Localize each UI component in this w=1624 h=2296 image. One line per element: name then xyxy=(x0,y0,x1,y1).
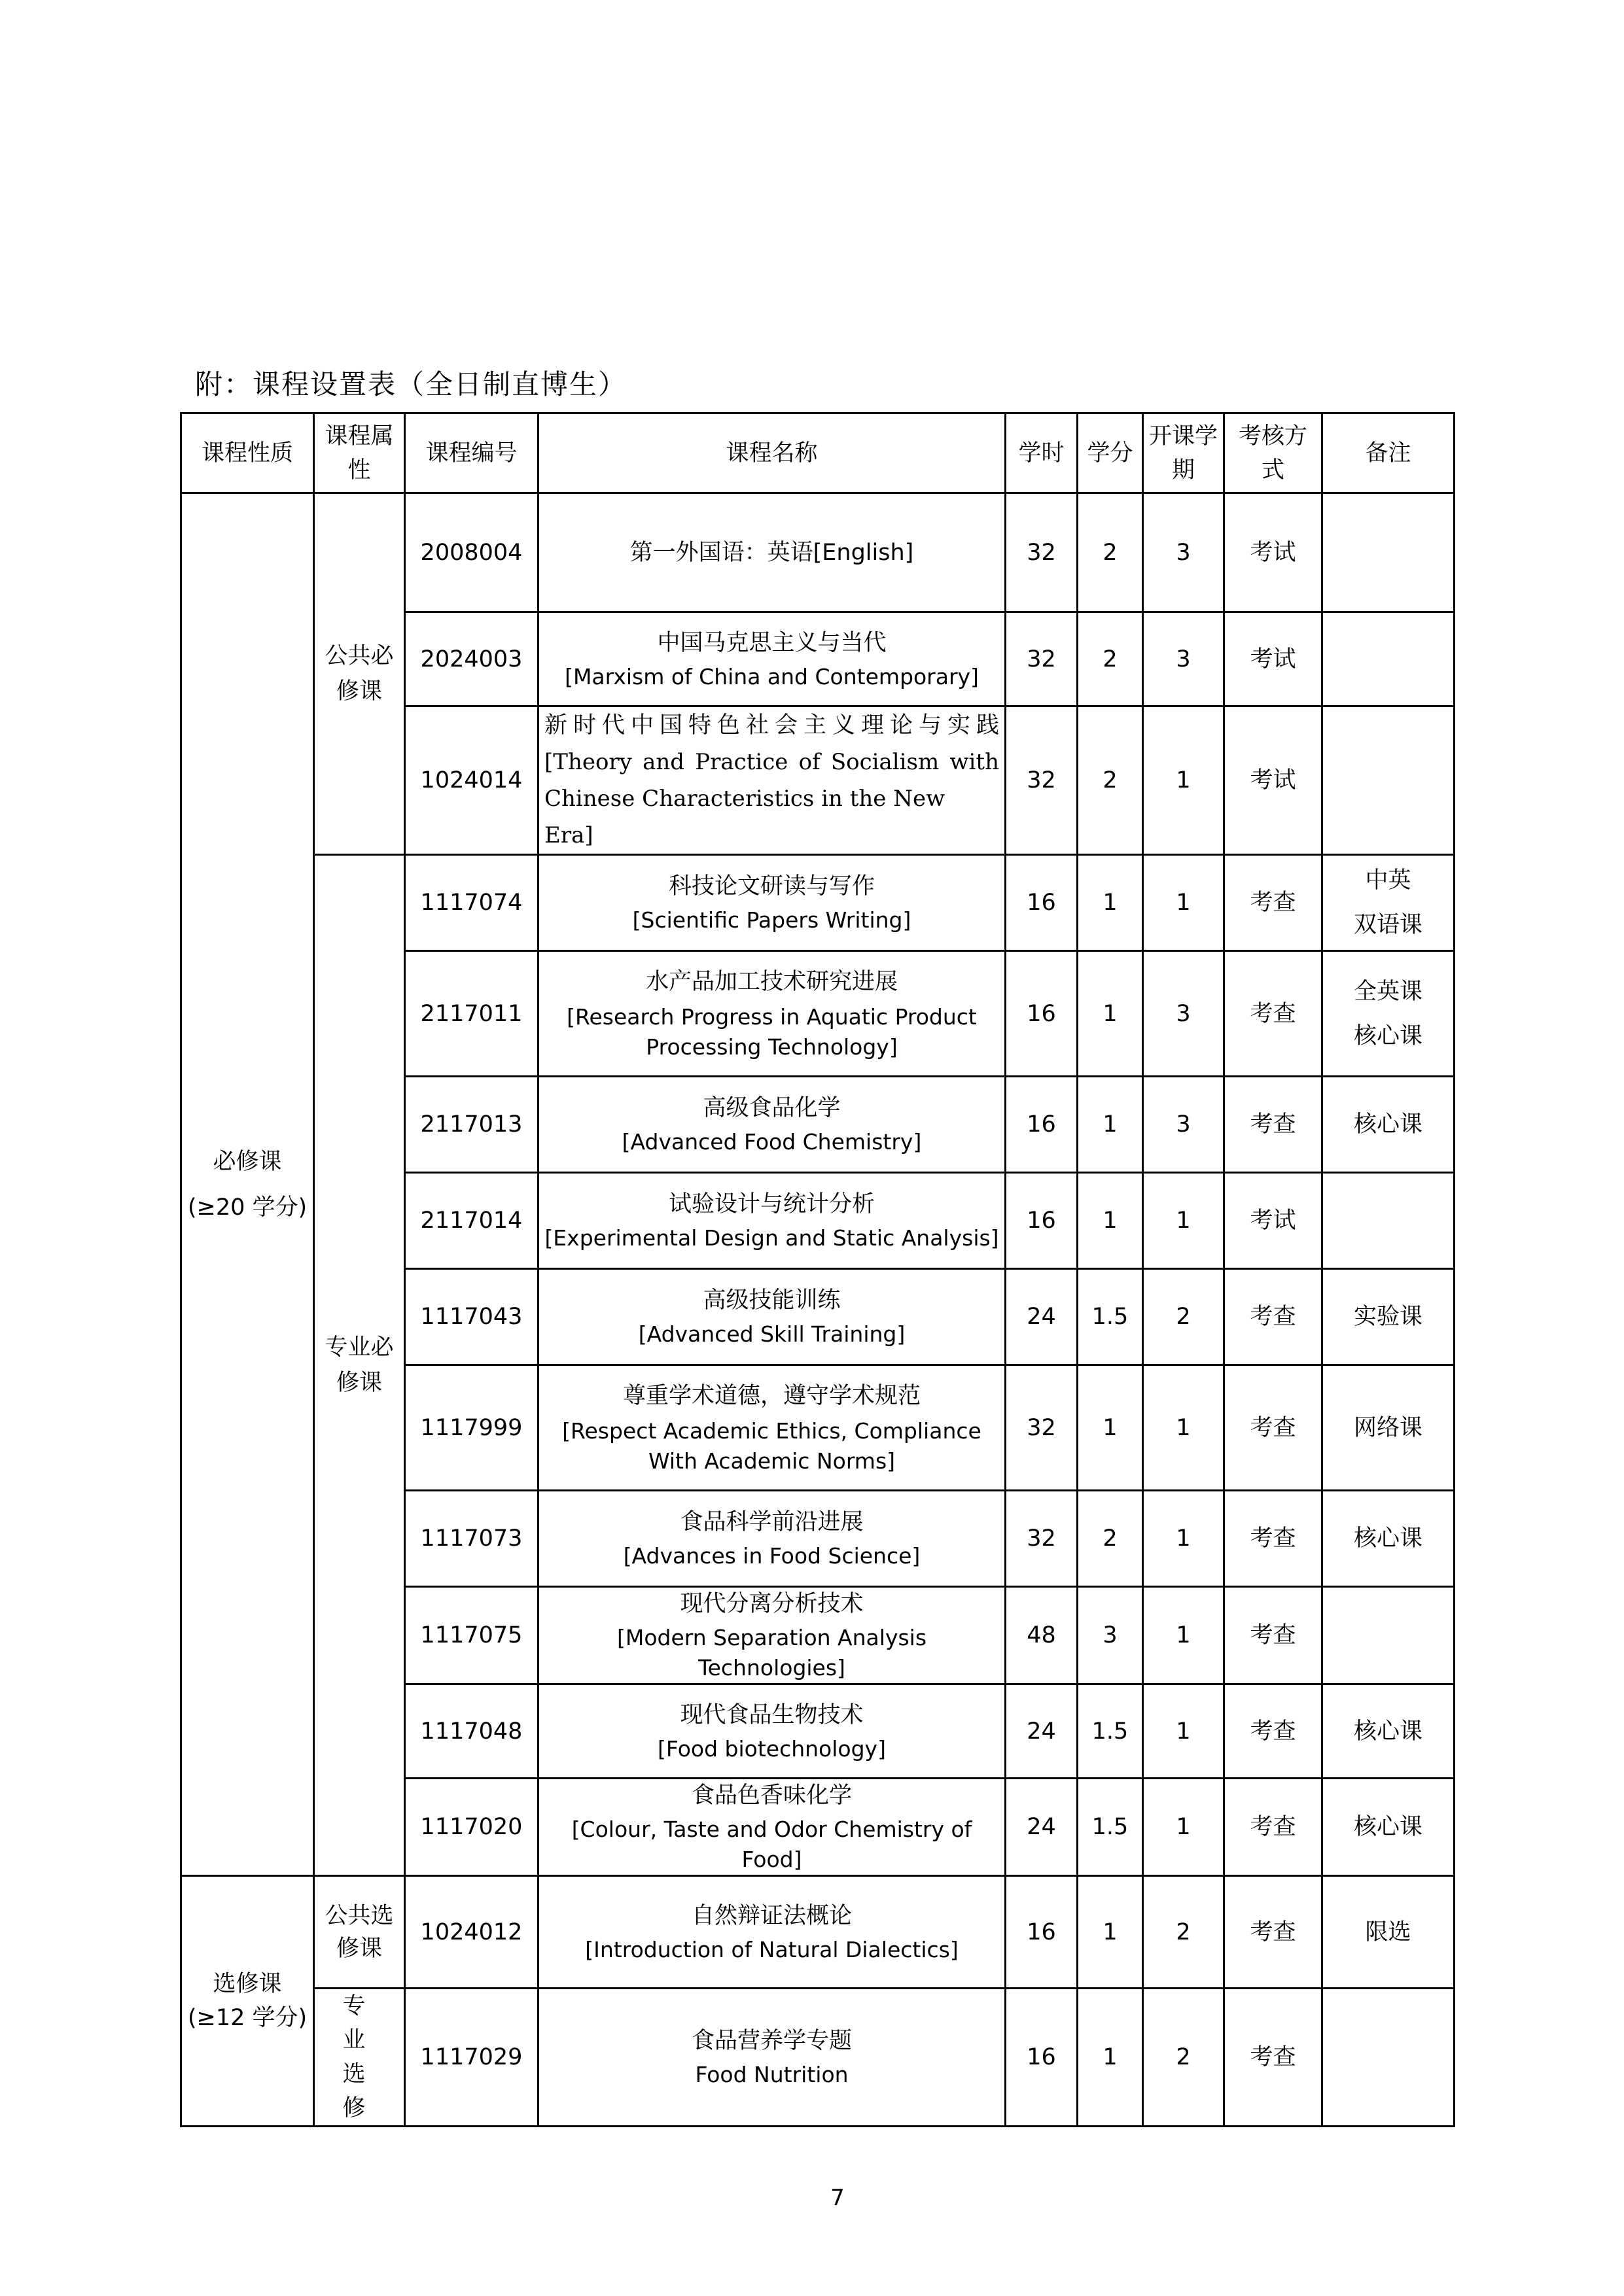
course-assessment: 考试 xyxy=(1224,493,1322,612)
course-credits: 1 xyxy=(1078,951,1143,1077)
course-remarks xyxy=(1322,706,1455,855)
course-name-cn: 水产品加工技术研究进展 xyxy=(645,968,898,995)
group-required-label: 必修课 xyxy=(213,1148,282,1175)
course-name-cn: 科技论文研读与写作 xyxy=(668,873,875,899)
course-name-cn: 食品科学前沿进展 xyxy=(680,1509,864,1535)
course-table xyxy=(180,412,1455,2127)
course-assessment: 考查 xyxy=(1224,1077,1322,1173)
course-name xyxy=(538,1173,1006,1269)
course-name-en: [Theory and Practice of Socialism with xyxy=(544,749,999,775)
header-hours: 学时 xyxy=(1006,413,1078,493)
course-assessment: 考查 xyxy=(1224,1876,1322,1989)
course-remarks xyxy=(1322,951,1455,1077)
course-code: 1024012 xyxy=(405,1876,538,1989)
course-semester: 1 xyxy=(1143,1365,1224,1491)
course-semester: 2 xyxy=(1143,1876,1224,1989)
course-name-en-2: Processing Technology] xyxy=(646,1034,898,1060)
course-assessment: 考查 xyxy=(1224,1989,1322,2127)
course-hours: 16 xyxy=(1006,951,1078,1077)
course-semester: 1 xyxy=(1143,1587,1224,1684)
course-assessment: 考试 xyxy=(1224,706,1322,855)
course-credits: 2 xyxy=(1078,1491,1143,1587)
course-code: 1117999 xyxy=(405,1365,538,1491)
group-required-sub: (≥20 学分) xyxy=(187,1194,308,1221)
course-name-cn: 食品色香味化学 xyxy=(691,1783,852,1809)
page-title: 附：课程设置表（全日制直博生） xyxy=(195,368,627,400)
course-semester: 2 xyxy=(1143,1269,1224,1365)
course-semester: 3 xyxy=(1143,1077,1224,1173)
course-semester: 1 xyxy=(1143,1684,1224,1779)
header-type: 课程性质 xyxy=(181,413,314,493)
course-semester: 1 xyxy=(1143,1491,1224,1587)
course-name-cn: 自然辩证法概论 xyxy=(691,1902,852,1929)
course-name-cn: 试验设计与统计分析 xyxy=(668,1191,875,1217)
course-remarks xyxy=(1322,493,1455,612)
course-name-en: [Modern Separation Analysis Technologies] xyxy=(616,1625,927,1680)
course-hours: 16 xyxy=(1006,1077,1078,1173)
course-name xyxy=(538,1684,1006,1779)
header-semester: 开课学期 xyxy=(1143,413,1224,493)
course-remarks-line2: 双语课 xyxy=(1353,912,1422,938)
course-code: 2008004 xyxy=(405,493,538,612)
attr-public-elective: 公共选修课 xyxy=(314,1876,405,1989)
course-name xyxy=(538,1876,1006,1989)
course-remarks-line1: 中英 xyxy=(1365,867,1411,894)
course-code: 1117043 xyxy=(405,1269,538,1365)
course-name-cn: 中国马克思主义与当代 xyxy=(657,629,887,656)
course-remarks: 核心课 xyxy=(1322,1491,1455,1587)
course-name-en: [Food biotechnology] xyxy=(658,1735,886,1762)
course-code: 1117029 xyxy=(405,1989,538,2127)
course-name-en: [Research Progress in Aquatic Product xyxy=(567,1003,977,1030)
course-code: 1024014 xyxy=(405,706,538,855)
course-credits: 1 xyxy=(1078,1077,1143,1173)
course-name-en: Food Nutrition xyxy=(695,2062,849,2087)
header-remarks: 备注 xyxy=(1322,413,1455,493)
course-remarks-line1: 全英课 xyxy=(1353,978,1422,1005)
course-credits: 1.5 xyxy=(1078,1684,1143,1779)
course-assessment: 考查 xyxy=(1224,1491,1322,1587)
course-hours: 16 xyxy=(1006,1989,1078,2127)
course-credits: 1 xyxy=(1078,1173,1143,1269)
header-attr: 课程属性 xyxy=(314,413,405,493)
course-assessment: 考查 xyxy=(1224,1779,1322,1876)
course-name-cn: 尊重学术道德，遵守学术规范 xyxy=(622,1382,921,1409)
header-row xyxy=(181,413,1455,493)
course-hours: 16 xyxy=(1006,855,1078,951)
course-assessment: 考查 xyxy=(1224,1365,1322,1491)
course-name-cn: 食品营养学专题 xyxy=(691,2028,852,2054)
course-code: 1117048 xyxy=(405,1684,538,1779)
course-assessment: 考查 xyxy=(1224,951,1322,1077)
group-elective-label: 选修课 xyxy=(213,1971,282,1997)
course-semester: 3 xyxy=(1143,612,1224,706)
course-credits: 1.5 xyxy=(1078,1779,1143,1876)
course-name-cn: 高级食品化学 xyxy=(703,1095,841,1121)
course-name-en: [Advanced Food Chemistry] xyxy=(622,1129,922,1155)
attr-major-elective: 专业选修 xyxy=(314,1989,405,2127)
course-hours: 32 xyxy=(1006,706,1078,855)
course-remarks: 核心课 xyxy=(1322,1684,1455,1779)
course-name xyxy=(538,706,1006,855)
course-hours: 32 xyxy=(1006,493,1078,612)
header-code: 课程编号 xyxy=(405,413,538,493)
course-code: 2117013 xyxy=(405,1077,538,1173)
course-name xyxy=(538,855,1006,951)
course-semester: 1 xyxy=(1143,706,1224,855)
course-name-en: [Scientific Papers Writing] xyxy=(632,907,911,933)
course-hours: 32 xyxy=(1006,1491,1078,1587)
course-remarks: 核心课 xyxy=(1322,1779,1455,1876)
course-assessment: 考查 xyxy=(1224,1684,1322,1779)
course-hours: 32 xyxy=(1006,612,1078,706)
course-name xyxy=(538,1779,1006,1876)
course-credits: 2 xyxy=(1078,706,1143,855)
course-remarks xyxy=(1322,1989,1455,2127)
course-name xyxy=(538,1365,1006,1491)
course-assessment: 考试 xyxy=(1224,1173,1322,1269)
course-semester: 1 xyxy=(1143,855,1224,951)
course-credits: 1.5 xyxy=(1078,1269,1143,1365)
course-remarks xyxy=(1322,1587,1455,1684)
course-name-cn: 现代分离分析技术 xyxy=(680,1591,864,1617)
course-remarks: 限选 xyxy=(1322,1876,1455,1989)
course-assessment: 考查 xyxy=(1224,1587,1322,1684)
course-credits: 3 xyxy=(1078,1587,1143,1684)
header-credits: 学分 xyxy=(1078,413,1143,493)
course-semester: 1 xyxy=(1143,1779,1224,1876)
course-hours: 16 xyxy=(1006,1173,1078,1269)
page-number: 7 xyxy=(830,2185,845,2211)
course-code: 1117073 xyxy=(405,1491,538,1587)
course-name xyxy=(538,951,1006,1077)
course-remarks xyxy=(1322,855,1455,951)
course-name-en: [Advances in Food Science] xyxy=(623,1543,921,1569)
attr-major-required: 专业必修课 xyxy=(314,855,405,1876)
course-hours: 24 xyxy=(1006,1684,1078,1779)
group-required xyxy=(181,493,314,1876)
course-name-cn: 高级技能训练 xyxy=(703,1287,841,1313)
course-credits: 2 xyxy=(1078,493,1143,612)
course-assessment: 考查 xyxy=(1224,1269,1322,1365)
course-assessment: 考试 xyxy=(1224,612,1322,706)
course-remarks xyxy=(1322,1173,1455,1269)
course-semester: 3 xyxy=(1143,493,1224,612)
course-assessment: 考查 xyxy=(1224,855,1322,951)
course-name-en-2: Chinese Characteristics in the New Era] xyxy=(544,786,945,848)
course-code: 2117011 xyxy=(405,951,538,1077)
course-remarks-line2: 核心课 xyxy=(1353,1022,1422,1049)
course-remarks xyxy=(1322,612,1455,706)
course-semester: 2 xyxy=(1143,1989,1224,2127)
course-name-cn: 现代食品生物技术 xyxy=(680,1701,864,1728)
course-remarks: 网络课 xyxy=(1322,1365,1455,1491)
course-name xyxy=(538,1077,1006,1173)
course-semester: 1 xyxy=(1143,1173,1224,1269)
course-hours: 32 xyxy=(1006,1365,1078,1491)
course-name-cn: 新时代中国特色社会主义理论与实践 xyxy=(544,712,999,739)
course-name-en: [Colour, Taste and Odor Chemistry of Food] xyxy=(571,1817,972,1872)
header-name: 课程名称 xyxy=(538,413,1006,493)
attr-public-required: 公共必修课 xyxy=(314,493,405,855)
course-code: 1117075 xyxy=(405,1587,538,1684)
course-name xyxy=(538,493,1006,612)
course-code: 2117014 xyxy=(405,1173,538,1269)
course-hours: 16 xyxy=(1006,1876,1078,1989)
table-row xyxy=(181,493,1455,612)
course-name-en: [Marxism of China and Contemporary] xyxy=(565,663,979,689)
course-name xyxy=(538,1989,1006,2127)
table-row xyxy=(181,1989,1455,2127)
course-name-en: [Experimental Design and Static Analysis] xyxy=(544,1225,999,1251)
course-name xyxy=(538,1491,1006,1587)
course-credits: 1 xyxy=(1078,1876,1143,1989)
group-elective-sub: (≥12 学分) xyxy=(187,2005,308,2031)
course-code: 2024003 xyxy=(405,612,538,706)
course-semester: 3 xyxy=(1143,951,1224,1077)
course-credits: 1 xyxy=(1078,1989,1143,2127)
course-name xyxy=(538,612,1006,706)
course-name-en: [Introduction of Natural Dialectics] xyxy=(585,1936,959,1962)
table-row xyxy=(181,855,1455,951)
course-credits: 1 xyxy=(1078,855,1143,951)
course-name xyxy=(538,1269,1006,1365)
course-name-cn: 第一外国语：英语[English] xyxy=(629,539,914,566)
course-remarks: 实验课 xyxy=(1322,1269,1455,1365)
course-name-en: [Advanced Skill Training] xyxy=(638,1321,906,1347)
course-name xyxy=(538,1587,1006,1684)
course-hours: 48 xyxy=(1006,1587,1078,1684)
course-name-en-2: With Academic Norms] xyxy=(648,1448,896,1474)
course-code: 1117020 xyxy=(405,1779,538,1876)
course-hours: 24 xyxy=(1006,1269,1078,1365)
course-code: 1117074 xyxy=(405,855,538,951)
header-assessment: 考核方式 xyxy=(1224,413,1322,493)
course-name-en: [Respect Academic Ethics, Compliance xyxy=(562,1418,981,1444)
course-credits: 1 xyxy=(1078,1365,1143,1491)
course-remarks: 核心课 xyxy=(1322,1077,1455,1173)
group-elective xyxy=(181,1876,314,2127)
table-row xyxy=(181,1876,1455,1989)
course-hours: 24 xyxy=(1006,1779,1078,1876)
course-credits: 2 xyxy=(1078,612,1143,706)
